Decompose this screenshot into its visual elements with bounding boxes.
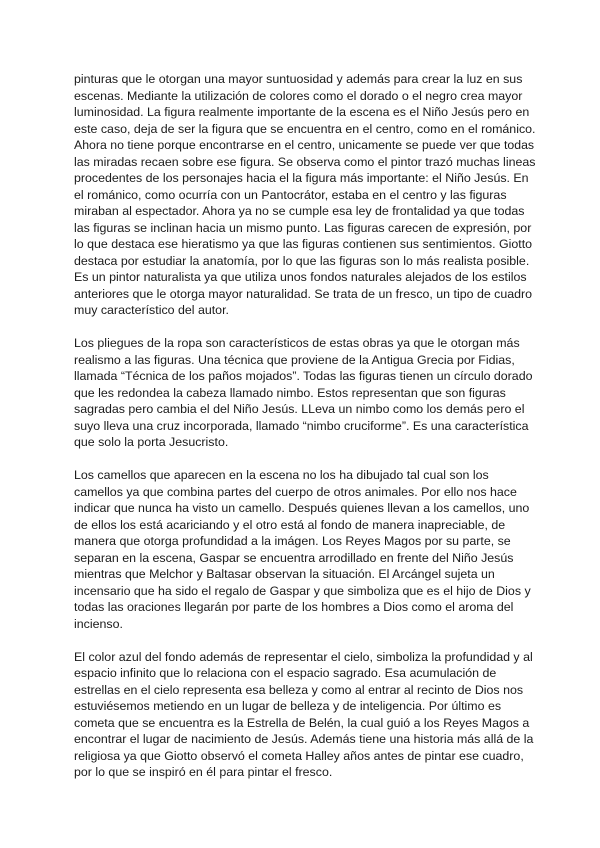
text-line: El color azul del fondo además de representar el cielo, simboliza la profundidad y al [74, 649, 533, 664]
text-line: las figuras se inclinan hacia un mismo punto. Las figuras carecen de expresión, por [74, 220, 532, 235]
text-line: incienso. [74, 616, 123, 631]
text-line: miraban al espectador. Ahora ya no se cumple esa ley de frontalidad ya que todas [74, 204, 525, 218]
text-line: las miradas recaen sobre ese figura. Se observa como el pintor trazó muchas lineas [74, 154, 536, 169]
text-line: Los pliegues de la ropa son característicos de estas obras ya que le otorgan más [74, 336, 520, 350]
text-line: Es un pintor naturalista ya que utiliza unos fondos naturales alejados de los estilos [74, 270, 527, 284]
text-line: muy característico del autor. [74, 303, 229, 317]
text-line: estuviésemos metiendo en un lugar de belleza y de inteligencia. Por último es [74, 699, 502, 713]
text-line: por lo que se inspiró en él para pintar el fresco. [74, 765, 333, 779]
paragraph-1 [74, 71, 536, 319]
text-line: lo que destaca ese hieratismo ya que las figuras contienen sus sentimientos. Giotto [74, 237, 533, 251]
text-line: destaca por estudiar la anatomía, por lo que las figuras son lo más realista posible. [74, 253, 530, 268]
text-line: estrellas en el cielo representa esa belleza y como al entrar al recinto de Dios nos [74, 682, 524, 697]
text-line: el románico, como ocurría con un Pantocrátor, estaba en el centro y las figuras [74, 187, 507, 202]
text-line: este caso, deja de ser la figura que se encuentra en el centro, como en el románico. [74, 121, 536, 136]
text-line: suyo lleva una cruz incorporada, llamado “nimbo cruciforme”. Es una característica [74, 418, 529, 433]
text-line: incensario que ha sido el regalo de Gaspar y que simboliza que es el hijo de Dios y [74, 583, 531, 598]
text-line: luminosidad. La figura realmente importante de la escena es el Niño Jesús pero en [74, 105, 530, 119]
text-line: cometa que se encuentra es la Estrella de Belén, la cual guió a los Reyes Magos a [74, 715, 530, 730]
text-line: espacio infinito que lo relaciona con el espacio sagrado. Esa acumulación de [74, 666, 497, 680]
text-line: que les redondea la cabeza llamado nimbo. Estos representan que son figuras [74, 385, 506, 400]
paragraph-2 [74, 335, 536, 451]
paragraph-4 [74, 649, 536, 781]
text-line: procedentes de los personajes hacia el la figura más importante: el Niño Jesús. En [74, 171, 529, 185]
text-line: llamada “Técnica de los paños mojados”. Todas las figuras tienen un círculo dorado [74, 369, 533, 383]
text-line: manera que otorga profundidad a la imágen. Los Reyes Magos por su parte, se [74, 534, 511, 548]
document-body [74, 71, 536, 797]
text-line: Ahora no tiene porque encontrarse en el centro, unicamente se puede ver que todas [74, 138, 535, 152]
text-line: que solo la porta Jesucristo. [74, 435, 229, 449]
text-line: encontrar el lugar de nacimiento de Jesús. Además tiene una historia más allá de la [74, 732, 534, 746]
text-line: anteriores que le otorga mayor naturalidad. Se trata de un fresco, un tipo de cuadro [74, 286, 533, 301]
text-line: todas las oraciones llegarán por parte de los hombres a Dios como el aroma del [74, 600, 514, 614]
text-line: sagradas pero cambia el del Niño Jesús. LLeva un nimbo como los demás pero el [74, 402, 525, 416]
text-line: mientras que Melchor y Baltasar observan la situación. El Arcángel sujeta un [74, 567, 495, 581]
text-line: pinturas que le otorgan una mayor suntuosidad y además para crear la luz en sus [74, 72, 523, 86]
text-line: indicar que nunca ha visto un camello. Después quienes llevan a los camellos, uno [74, 501, 530, 515]
text-line: escenas. Mediante la utilización de colores como el dorado o el negro crea mayor [74, 88, 523, 103]
text-line: realismo a las figuras. Una técnica que proviene de la Antigua Grecia por Fidias, [74, 352, 515, 367]
text-line: Los camellos que aparecen en la escena no los ha dibujado tal cual son los [74, 468, 489, 482]
text-line: de ellos los está acariciando y el otro está al fondo de manera inapreciable, de [74, 517, 506, 532]
text-line: camellos ya que combina partes del cuerpo de otros animales. Por ello nos hace [74, 484, 517, 499]
text-line: religiosa ya que Giotto observó el cometa Halley años antes de pintar ese cuadro, [74, 748, 524, 763]
text-line: separan en la escena, Gaspar se encuentra arrodillado en frente del Niño Jesús [74, 550, 514, 565]
paragraph-3 [74, 467, 536, 632]
